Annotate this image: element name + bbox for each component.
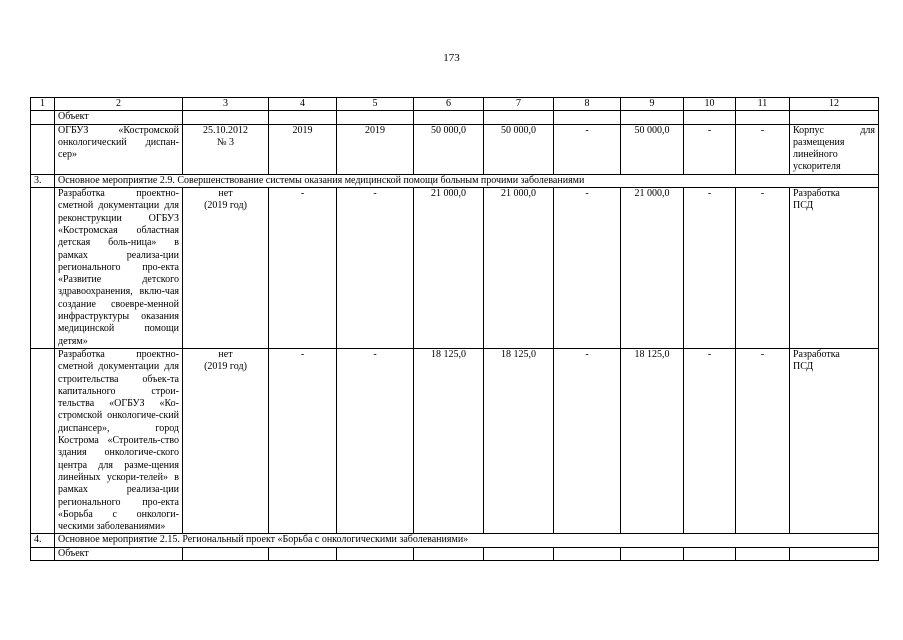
amount-cell: 21 000,0 bbox=[414, 188, 484, 349]
amount-cell: - bbox=[684, 188, 736, 349]
table-row bbox=[31, 348, 879, 533]
amount-cell: 18 125,0 bbox=[621, 348, 684, 533]
amount-cell: - bbox=[554, 188, 621, 349]
end-year-cell: - bbox=[337, 348, 414, 533]
start-year-cell: - bbox=[269, 348, 337, 533]
amount-cell: 21 000,0 bbox=[484, 188, 554, 349]
amount-cell: - bbox=[736, 348, 790, 533]
result-cell: Корпус для размещения линейного ускорителя bbox=[790, 124, 879, 174]
table-cell bbox=[31, 111, 55, 124]
header-cell: 11 bbox=[736, 98, 790, 111]
end-year-cell: 2019 bbox=[337, 124, 414, 174]
object-name-cell: Разработка проектно-сметной документации для реконструкции ОГБУЗ «Костромская областная детская боль-ница» в рамках реализа-ции регионального про-екта «Развитие детского здравоохранения, вклю-чая создание своевре-менной инфраструктуры оказания медицинской помощи детям» bbox=[55, 188, 183, 349]
table-row bbox=[31, 547, 879, 560]
row-number: 3. bbox=[31, 174, 55, 187]
header-cell: 8 bbox=[554, 98, 621, 111]
amount-cell: - bbox=[554, 124, 621, 174]
result-cell: Разработка ПСД bbox=[790, 348, 879, 533]
table-row bbox=[31, 534, 879, 547]
header-cell: 9 bbox=[621, 98, 684, 111]
object-label: Объект bbox=[55, 111, 183, 124]
page-number: 173 bbox=[443, 52, 460, 64]
header-cell: 7 bbox=[484, 98, 554, 111]
table-row bbox=[31, 124, 879, 174]
object-name-cell: ОГБУЗ «Костромской онкологический диспан-сер» bbox=[55, 124, 183, 174]
table-row bbox=[31, 111, 879, 124]
object-name-cell: Разработка проектно-сметной документации для строительства объек-та капитального строи-тельства «ОГБУЗ «Ко-стромской онкологиче-ский диспансер», город Кострома «Строитель-ство здания онкологиче-ского центра для разме-щения линейных ускори-телей» в рамках реализа-ции регионального про-екта «Борьба с онкологи-ческими заболеваниями» bbox=[55, 348, 183, 533]
amount-cell: - bbox=[736, 124, 790, 174]
header-cell: 6 bbox=[414, 98, 484, 111]
header-cell: 3 bbox=[183, 98, 269, 111]
amount-cell: 21 000,0 bbox=[621, 188, 684, 349]
amount-cell: 50 000,0 bbox=[414, 124, 484, 174]
start-year-cell: 2019 bbox=[269, 124, 337, 174]
amount-cell: 50 000,0 bbox=[484, 124, 554, 174]
amount-cell: 18 125,0 bbox=[484, 348, 554, 533]
amount-cell: 50 000,0 bbox=[621, 124, 684, 174]
header-cell: 10 bbox=[684, 98, 736, 111]
object-label: Объект bbox=[55, 547, 183, 560]
header-cell: 4 bbox=[269, 98, 337, 111]
start-year-cell: - bbox=[269, 188, 337, 349]
document-date-cell: 25.10.2012 № 3 bbox=[183, 124, 269, 174]
table-row bbox=[31, 188, 879, 349]
measure-title: Основное мероприятие 2.15. Региональный проект «Борьба с онкологическими заболеваниями» bbox=[55, 534, 879, 547]
amount-cell: - bbox=[684, 348, 736, 533]
document-date-cell: нет (2019 год) bbox=[183, 348, 269, 533]
header-cell: 1 bbox=[31, 98, 55, 111]
amount-cell: - bbox=[736, 188, 790, 349]
header-cell: 2 bbox=[55, 98, 183, 111]
table-row bbox=[31, 174, 879, 187]
header-cell: 12 bbox=[790, 98, 879, 111]
header-cell: 5 bbox=[337, 98, 414, 111]
amount-cell: - bbox=[684, 124, 736, 174]
end-year-cell: - bbox=[337, 188, 414, 349]
column-number-row bbox=[31, 98, 879, 111]
measures-table bbox=[30, 97, 879, 561]
document-date-cell: нет (2019 год) bbox=[183, 188, 269, 349]
amount-cell: 18 125,0 bbox=[414, 348, 484, 533]
row-number: 4. bbox=[31, 534, 55, 547]
result-cell: Разработка ПСД bbox=[790, 188, 879, 349]
amount-cell: - bbox=[554, 348, 621, 533]
measure-title: Основное мероприятие 2.9. Совершенствование системы оказания медицинской помощи больным прочими заболеваниями bbox=[55, 174, 879, 187]
